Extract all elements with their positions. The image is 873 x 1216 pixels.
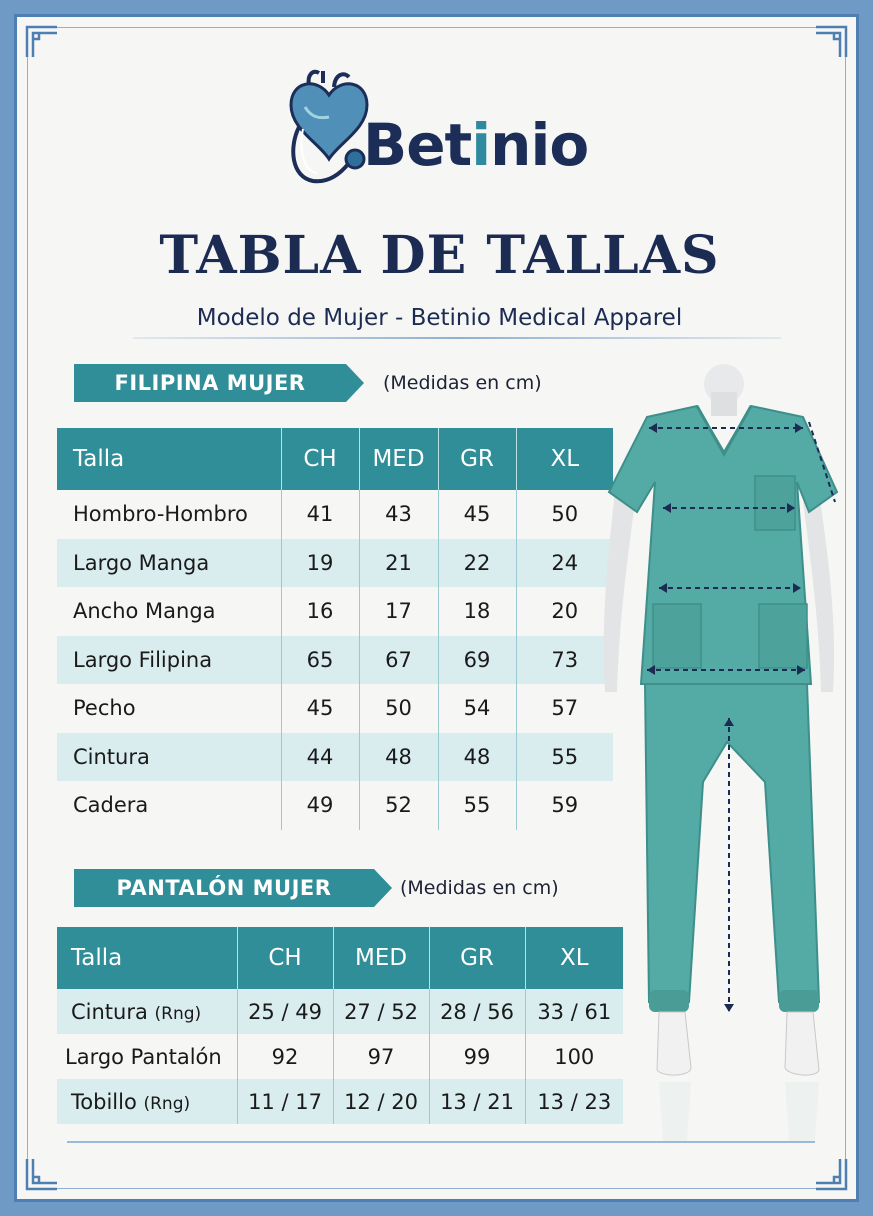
row-label: Hombro-Hombro bbox=[57, 490, 281, 539]
column-header: GR bbox=[438, 428, 516, 490]
row-label bbox=[57, 989, 237, 1034]
page-title: TABLA DE TALLAS bbox=[159, 225, 720, 286]
row-label bbox=[57, 1079, 237, 1124]
table-header-row bbox=[57, 428, 613, 490]
table-cell: 41 bbox=[281, 490, 359, 539]
banner-arrow bbox=[346, 364, 364, 402]
table-cell: 12 / 20 bbox=[333, 1079, 429, 1124]
table-cell: 50 bbox=[359, 684, 438, 733]
filipina-units-note: (Medidas en cm) bbox=[383, 372, 542, 394]
column-header: CH bbox=[281, 428, 359, 490]
row-label-text: Largo Pantalón bbox=[65, 1044, 222, 1069]
table-cell: 21 bbox=[359, 539, 438, 588]
table-row bbox=[57, 1079, 623, 1124]
brand-name: Betinio bbox=[363, 111, 589, 179]
pantalon-banner bbox=[74, 869, 374, 907]
table-row bbox=[57, 1034, 623, 1079]
table-cell: 65 bbox=[281, 636, 359, 685]
table-cell: 16 bbox=[281, 587, 359, 636]
table-cell: 28 / 56 bbox=[429, 989, 525, 1034]
row-label: Pecho bbox=[57, 684, 281, 733]
column-header: Talla bbox=[57, 927, 237, 989]
table-cell: 20 bbox=[516, 587, 613, 636]
page-subtitle: Modelo de Mujer - Betinio Medical Apparel bbox=[196, 305, 683, 331]
table-row bbox=[57, 684, 613, 733]
table-cell: 100 bbox=[525, 1034, 623, 1079]
corner-ornament-icon bbox=[814, 25, 848, 59]
table-cell: 33 / 61 bbox=[525, 989, 623, 1034]
table-cell: 13 / 21 bbox=[429, 1079, 525, 1124]
table-cell: 18 bbox=[438, 587, 516, 636]
corner-ornament-icon bbox=[25, 1157, 59, 1191]
filipina-banner bbox=[74, 364, 346, 402]
table-row bbox=[57, 490, 613, 539]
column-header: Talla bbox=[57, 428, 281, 490]
table-cell: 19 bbox=[281, 539, 359, 588]
pantalon-banner-label: PANTALÓN MUJER bbox=[116, 876, 332, 900]
table-cell: 57 bbox=[516, 684, 613, 733]
table-row bbox=[57, 733, 613, 782]
table-cell: 50 bbox=[516, 490, 613, 539]
row-label: Ancho Manga bbox=[57, 587, 281, 636]
row-label-text: Tobillo bbox=[71, 1089, 137, 1114]
filipina-size-table bbox=[57, 428, 613, 830]
divider bbox=[133, 337, 781, 339]
table-cell: 67 bbox=[359, 636, 438, 685]
table-cell: 25 / 49 bbox=[237, 989, 333, 1034]
table-cell: 49 bbox=[281, 781, 359, 830]
row-label bbox=[57, 1034, 237, 1079]
table-cell: 43 bbox=[359, 490, 438, 539]
column-header: GR bbox=[429, 927, 525, 989]
table-cell: 55 bbox=[516, 733, 613, 782]
pantalon-units-note: (Medidas en cm) bbox=[400, 877, 559, 899]
table-row bbox=[57, 636, 613, 685]
table-cell: 54 bbox=[438, 684, 516, 733]
column-header: CH bbox=[237, 927, 333, 989]
range-suffix: (Rng) bbox=[143, 1093, 191, 1114]
table-row bbox=[57, 587, 613, 636]
size-chart-page bbox=[14, 14, 859, 1202]
table-cell: 45 bbox=[438, 490, 516, 539]
table-cell: 73 bbox=[516, 636, 613, 685]
table-cell: 27 / 52 bbox=[333, 989, 429, 1034]
table-cell: 55 bbox=[438, 781, 516, 830]
column-header: MED bbox=[359, 428, 438, 490]
row-label-text: Cintura bbox=[71, 999, 148, 1024]
table-cell: 45 bbox=[281, 684, 359, 733]
filipina-banner-label: FILIPINA MUJER bbox=[114, 371, 306, 395]
table-cell: 44 bbox=[281, 733, 359, 782]
table-cell: 22 bbox=[438, 539, 516, 588]
table-cell: 17 bbox=[359, 587, 438, 636]
table-row bbox=[57, 539, 613, 588]
table-cell: 13 / 23 bbox=[525, 1079, 623, 1124]
table-cell: 52 bbox=[359, 781, 438, 830]
table-cell: 48 bbox=[438, 733, 516, 782]
table-cell: 99 bbox=[429, 1034, 525, 1079]
pantalon-size-table bbox=[57, 927, 623, 1124]
table-cell: 69 bbox=[438, 636, 516, 685]
table-cell: 92 bbox=[237, 1034, 333, 1079]
row-label: Cadera bbox=[57, 781, 281, 830]
brand-logo bbox=[279, 67, 619, 207]
column-header: XL bbox=[516, 428, 613, 490]
range-suffix: (Rng) bbox=[154, 1003, 202, 1024]
banner-arrow bbox=[374, 869, 392, 907]
row-label: Cintura bbox=[57, 733, 281, 782]
column-header: MED bbox=[333, 927, 429, 989]
table-cell: 48 bbox=[359, 733, 438, 782]
row-label: Largo Filipina bbox=[57, 636, 281, 685]
table-cell: 24 bbox=[516, 539, 613, 588]
table-header-row bbox=[57, 927, 623, 989]
row-label: Largo Manga bbox=[57, 539, 281, 588]
corner-ornament-icon bbox=[25, 25, 59, 59]
table-row bbox=[57, 781, 613, 830]
mannequin-scrubs-illustration bbox=[597, 362, 847, 1192]
column-header: XL bbox=[525, 927, 623, 989]
table-row bbox=[57, 989, 623, 1034]
table-cell: 97 bbox=[333, 1034, 429, 1079]
table-cell: 11 / 17 bbox=[237, 1079, 333, 1124]
table-cell: 59 bbox=[516, 781, 613, 830]
bottom-divider bbox=[67, 1141, 815, 1143]
